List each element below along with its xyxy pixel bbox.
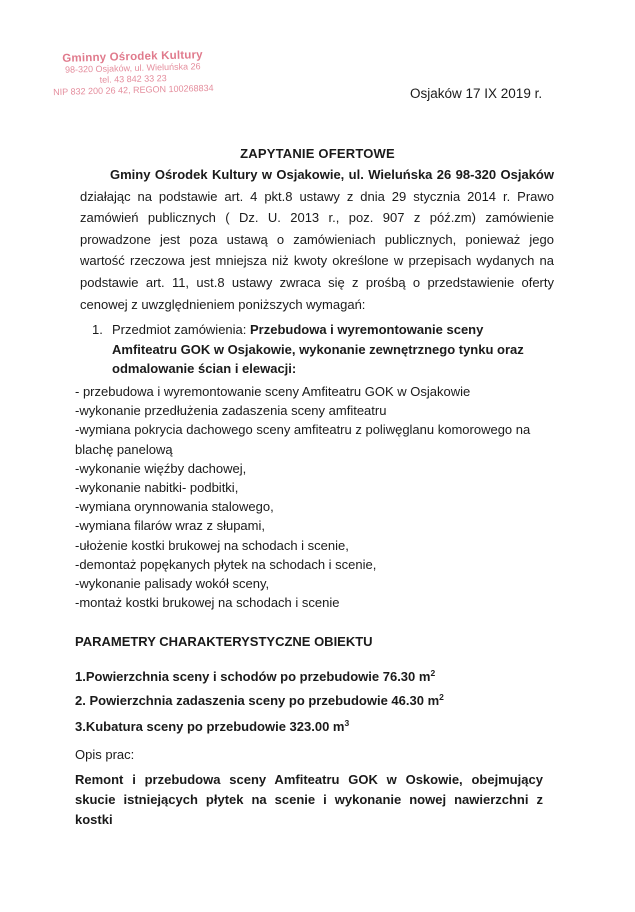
work-description-label: Opis prac: xyxy=(75,747,135,762)
list-item: -wykonanie przedłużenia zadaszenia sceny amfiteatru xyxy=(75,403,387,419)
intro-institution: Gminy Ośrodek Kultury w Osjakowie, ul. Wieluńska 26 98-320 Osjaków xyxy=(110,167,554,182)
intro-paragraph xyxy=(80,164,554,315)
list-item: -montaż kostki brukowej na schodach i scenie xyxy=(75,595,340,611)
list-item: -ułożenie kostki brukowej na schodach i scenie, xyxy=(75,537,349,553)
parameter-stage-area: 1.Powierzchnia sceny i schodów po przebudowie 76.30 $m^2$ xyxy=(75,668,436,684)
list-item: -wymiana orynnowania stalowego, xyxy=(75,499,274,515)
list-item: - przebudowa i wyremontowanie sceny Amfiteatru GOK w Osjakowie xyxy=(75,384,471,399)
list-item: -wymiana pokrycia dachowego sceny amfiteatru z poliwęglanu komorowego na blachę panelową xyxy=(75,422,531,457)
document-date: Osjaków 17 IX 2019 r. xyxy=(410,86,543,101)
order-subject-item xyxy=(92,320,542,379)
parameter-roof-area: 2. Powierzchnia zadaszenia sceny po przebudowie 46.30 $m^2$ xyxy=(75,692,444,708)
stamp-address: 98-320 Osjaków, ul. Wieluńska 26 xyxy=(64,61,201,75)
document-title: ZAPYTANIE OFERTOWE xyxy=(240,146,395,161)
intro-text: działając na podstawie art. 4 pkt.8 ustawy z dnia 29 stycznia 2014 r. Prawo zamówień publicznych ( Dz. U. 2013 r., poz. 907 z póź.zm) zamówienie prowadzone jest poza ustawą o zamówieniach publicznych, ponieważ jego wartość rzeczowa jest mniejsza niż kwoty określone w przepisach wydanych na podstawie art. 11, ust.8 ustawy zwraca się z prośbą o przedstawienie oferty cenowej z uwzględnieniem poniższych wymagań: xyxy=(80,188,554,312)
work-description-text: Remont i przebudowa sceny Amfiteatru GOK w Oskowie, obejmujący skucie istniejących płytek na scenie i wykonanie nowej nawierzchni z kostki xyxy=(75,772,543,827)
parameter-volume: 3.Kubatura sceny po przebudowie 323.00 $m^3$ xyxy=(75,718,350,734)
work-scope-list xyxy=(75,382,565,612)
parameters-heading: PARAMETRY CHARAKTERYSTYCZNE OBIEKTU xyxy=(75,634,373,649)
item-label: Przedmiot zamówienia: xyxy=(112,322,250,337)
item-number: 1. xyxy=(92,322,103,337)
list-item: -demontaż popękanych płytek na schodach i scenie, xyxy=(75,556,377,572)
list-item: -wymiana filarów wraz z słupami, xyxy=(75,518,265,534)
item-subject: Przebudowa i wyremontowanie sceny Amfiteatru GOK w Osjakowie, wykonanie zewnętrznego tynku oraz odmalowanie ścian i elewacji: xyxy=(112,322,524,376)
list-item: -wykonanie więźby dachowej, xyxy=(75,460,247,476)
institution-stamp xyxy=(37,50,228,99)
list-item: -wykonanie palisady wokół sceny, xyxy=(75,576,270,592)
stamp-ids: NIP 832 200 26 42, REGON 100268834 xyxy=(53,82,214,98)
stamp-phone: tel. 43 842 33 23 xyxy=(99,73,167,85)
stamp-name: Gminny Ośrodek Kultury xyxy=(62,49,203,65)
list-item: -wykonanie nabitki- podbitki, xyxy=(75,480,239,496)
